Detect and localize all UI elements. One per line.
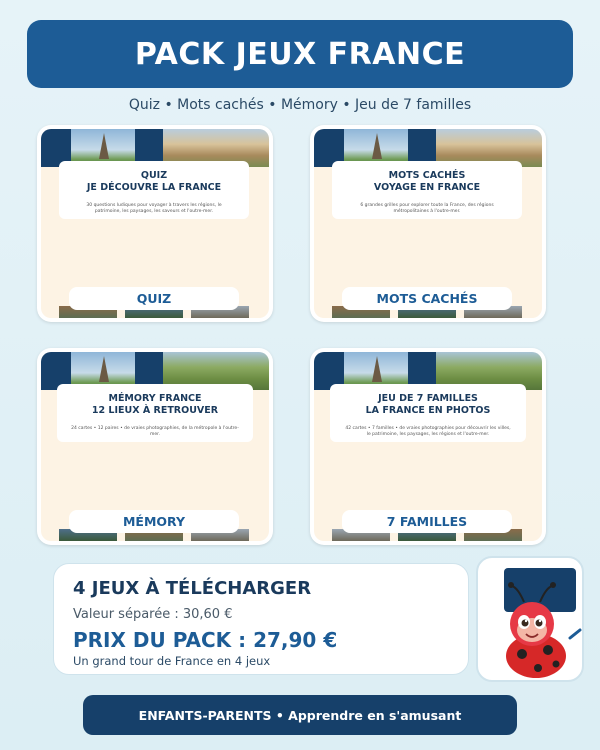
memory-button[interactable]: MÉMORY bbox=[69, 510, 239, 533]
card-memory[interactable] bbox=[37, 348, 273, 545]
mots-caches-button[interactable]: MOTS CACHÉS bbox=[342, 287, 512, 310]
games-count-heading: 4 JEUX À TÉLÉCHARGER bbox=[73, 578, 312, 599]
card-description: 30 questions ludiques pour voyager à travers les régions, le patrimoine, les paysages, les saveurs et l'outre-mer. bbox=[86, 203, 222, 214]
card-title-line1: QUIZ bbox=[140, 170, 168, 181]
card-title-line2: VOYAGE EN FRANCE bbox=[373, 182, 481, 193]
separate-value: Valeur séparée : 30,60 € bbox=[73, 607, 233, 622]
card-quiz[interactable] bbox=[37, 125, 273, 322]
7-familles-button[interactable]: 7 FAMILLES bbox=[342, 510, 512, 533]
card-7-familles[interactable] bbox=[310, 348, 546, 545]
pack-tagline: Un grand tour de France en 4 jeux bbox=[73, 654, 271, 668]
card-description: 24 cartes • 12 paires • de vraies photographies, de la métropole à l'outre-mer. bbox=[71, 426, 239, 437]
card-title-box bbox=[330, 384, 526, 442]
card-description: 42 cartes • 7 familles • de vraies photographies pour découvrir les villes, le patrimoine, les paysages, les régions et l'outre-mer. bbox=[345, 426, 511, 437]
card-mots-caches[interactable] bbox=[310, 125, 546, 322]
card-title-line2: JE DÉCOUVRE LA FRANCE bbox=[86, 182, 222, 193]
footer-text: ENFANTS-PARENTS • Apprendre en s'amusant bbox=[138, 707, 462, 723]
card-title-line2: LA FRANCE EN PHOTOS bbox=[365, 405, 491, 416]
pack-price: PRIX DU PACK : 27,90 € bbox=[73, 628, 338, 652]
card-title-line1: MOTS CACHÉS bbox=[388, 170, 466, 181]
page-header bbox=[27, 20, 573, 88]
games-subtitle: Quiz • Mots cachés • Mémory • Jeu de 7 familles bbox=[128, 97, 472, 113]
card-title-box bbox=[59, 161, 249, 219]
pack-info-box bbox=[53, 563, 469, 675]
card-title-box bbox=[57, 384, 253, 442]
ladybug-mascot-icon bbox=[478, 558, 584, 682]
mascot-card bbox=[476, 556, 584, 682]
card-title-line1: MÉMORY FRANCE bbox=[108, 393, 202, 404]
card-title-box bbox=[332, 161, 522, 219]
card-title-line1: JEU DE 7 FAMILLES bbox=[378, 393, 478, 404]
footer-banner bbox=[83, 695, 517, 735]
card-title-line2: 12 LIEUX À RETROUVER bbox=[91, 405, 219, 416]
quiz-button[interactable]: QUIZ bbox=[69, 287, 239, 310]
card-description: 6 grandes grilles pour explorer toute la France, des régions métropolitaines à l'outre-mer. bbox=[360, 203, 494, 214]
page-title: PACK JEUX FRANCE bbox=[134, 36, 466, 72]
